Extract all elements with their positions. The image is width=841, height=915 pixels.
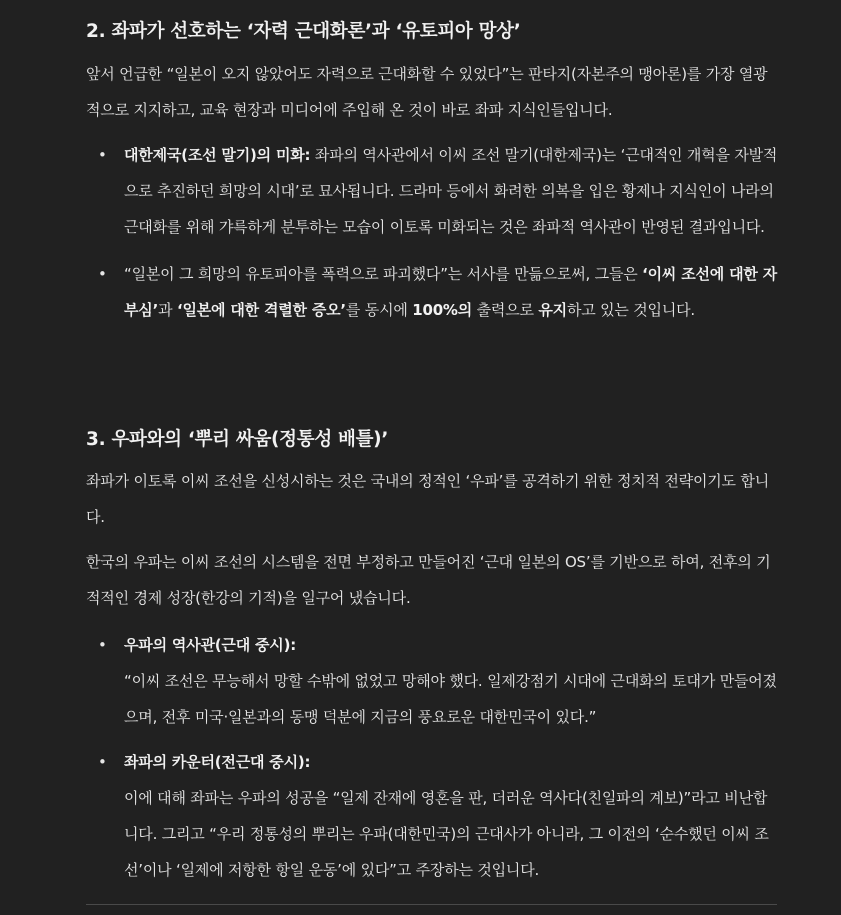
- list-item-text: 좌파의 역사관에서 이씨 조선 말기(대한제국)는 ‘근대적인 개혁을 자발적으로 추진하던 희망의 시대’로 묘사됩니다. 드라마 등에서 화려한 의복을 입은 황제나 지식인이 나라의 근대화를 위해 갸륵하게 분투하는 모습이 이토록 미화되는 것은 좌파적 역사관이 반영된 결과입니다.: [124, 146, 778, 236]
- list-item-text: “일본이 그 희망의 유토피아를 폭력으로 파괴했다”는 서사를 만듦으로써, 그들은: [124, 265, 643, 283]
- list-item: [86, 744, 781, 888]
- bullet-icon: •: [98, 146, 107, 164]
- bullet-icon: •: [98, 753, 107, 771]
- list-item-lead: 대한제국(조선 말기)의 미화:: [124, 146, 311, 164]
- list-item-text: 이에 대해 좌파는 우파의 성공을 “일제 잔재에 영혼을 판, 더러운 역사다(친일파의 계보)”라고 비난합니다. 그리고 “우리 정통성의 뿌리는 우파(대한민국)의 근대사가 아니라, 그 이전의 ‘순수했던 이씨 조선’이나 ‘일제에 저항한 항일 운동’에 있다”고 주장하는 것입니다.: [124, 789, 769, 879]
- section-2-heading: 2. 좌파가 선호하는 ‘자력 근대화론’과 ‘유토피아 망상’: [86, 21, 521, 42]
- list-item-text: 출력으로: [472, 301, 539, 319]
- section-3-paragraph-1: 좌파가 이토록 이씨 조선을 신성시하는 것은 국내의 정적인 ‘우파’를 공격하기 위한 정치적 전략이기도 합니다.: [86, 472, 769, 526]
- section-3-paragraph-2: 한국의 우파는 이씨 조선의 시스템을 전면 부정하고 만들어진 ‘근대 일본의 OS’를 기반으로 하여, 전후의 기적적인 경제 성장(한강의 기적)을 일구어 냈습니다.: [86, 553, 771, 607]
- list-item-text: “이씨 조선은 무능해서 망할 수밖에 없었고 망해야 했다. 일제강점기 시대에 근대화의 토대가 만들어졌으며, 전후 미국·일본과의 동맹 덕분에 지금의 풍요로운 대한민국이 있다.”: [124, 672, 777, 726]
- section-3-bullet-list: [86, 627, 781, 888]
- list-item-emphasis: ‘일본에 대한 격렬한 증오’: [176, 301, 346, 319]
- section-2-bullet-list: [86, 137, 781, 328]
- list-item-emphasis: 유지: [538, 301, 567, 319]
- bullet-icon: •: [98, 636, 107, 654]
- list-item-emphasis: ‘이씨 조선에 대한 자부심’: [124, 265, 777, 319]
- list-item-text: 과: [158, 301, 177, 319]
- list-item: [86, 256, 781, 328]
- list-item-text: 를 동시에: [345, 301, 413, 319]
- list-item-lead: 좌파의 카운터(전근대 중시):: [124, 753, 311, 771]
- list-item-emphasis: 100%의: [412, 301, 473, 319]
- list-item-text: 하고 있는 것입니다.: [566, 301, 695, 319]
- divider: [86, 904, 777, 905]
- section-3-heading: 3. 우파와의 ‘뿌리 싸움(정통성 배틀)’: [86, 429, 389, 450]
- list-item-lead: 우파의 역사관(근대 중시):: [124, 636, 297, 654]
- list-item: [86, 137, 781, 245]
- section-2-intro: 앞서 언급한 “일본이 오지 않았어도 자력으로 근대화할 수 있었다”는 판타지(자본주의 맹아론)를 가장 열광적으로 지지하고, 교육 현장과 미디어에 주입해 온 것이 바로 좌파 지식인들입니다.: [86, 65, 768, 119]
- list-item: [86, 627, 781, 735]
- bullet-icon: •: [98, 265, 107, 283]
